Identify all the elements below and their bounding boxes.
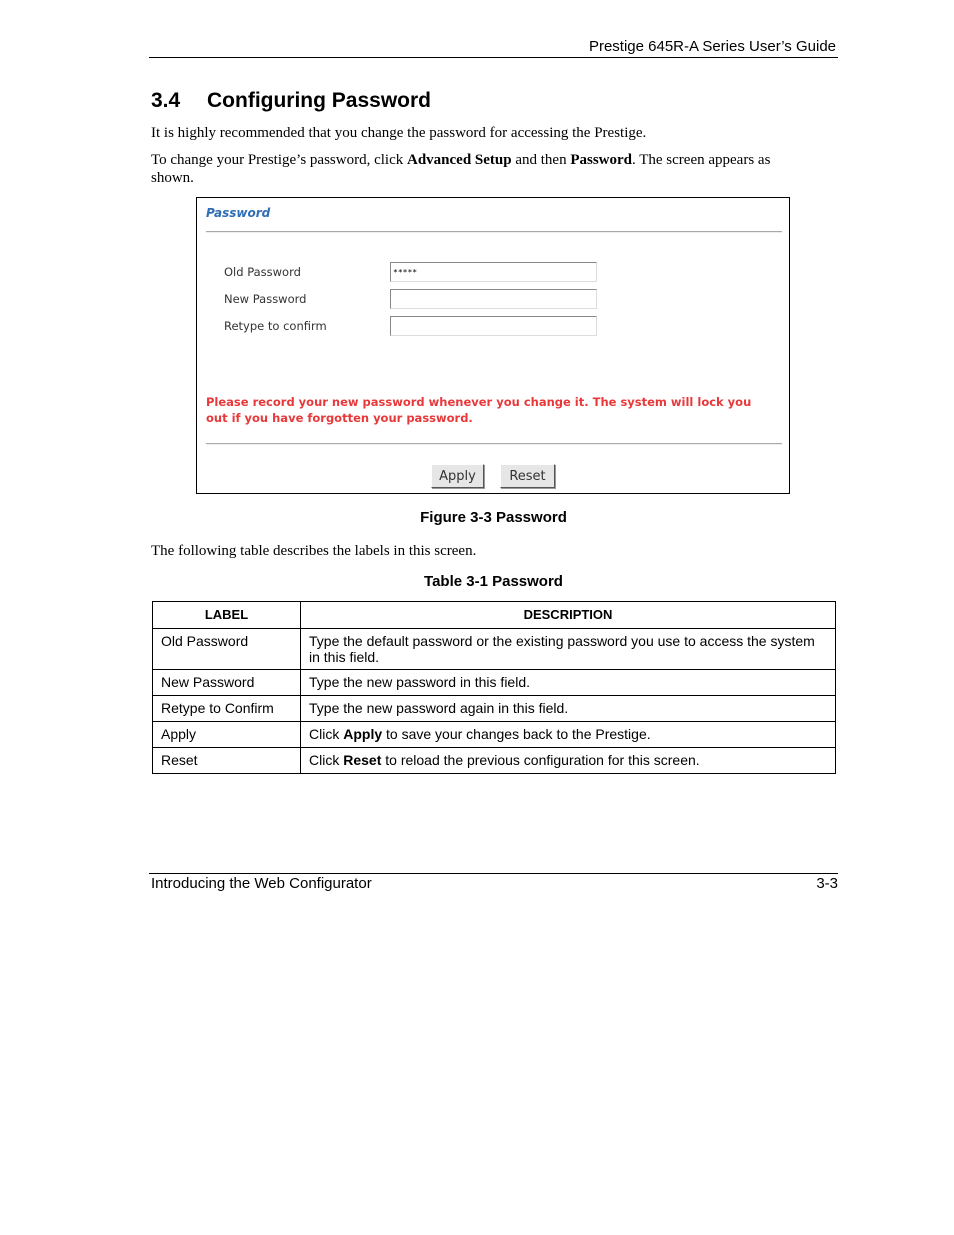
section-title: Configuring Password: [207, 89, 432, 112]
instruction-text: . The screen appears as shown.: [151, 152, 771, 186]
password-warning: Please record your new password whenever you change it. The system will lock you out if you have forgotten your password.: [206, 395, 752, 425]
row-label: Reset: [153, 748, 301, 774]
section-number: 3.4: [151, 89, 181, 112]
table-row: [153, 748, 836, 774]
reset-button[interactable]: Reset: [500, 464, 555, 488]
page-number: 3-3: [816, 875, 838, 892]
running-header: Prestige 645R-A Series User’s Guide: [588, 38, 836, 55]
retype-password-input[interactable]: [390, 316, 597, 336]
instruction-text: To change your Prestige’s password, click: [151, 152, 407, 168]
advanced-setup-term: Advanced Setup: [406, 152, 512, 168]
table-row: [153, 696, 836, 722]
row-description: [301, 748, 836, 774]
table-row: [153, 629, 836, 670]
table-caption: Table 3-1 Password: [424, 573, 563, 590]
row-description: Type the new password in this field.: [301, 670, 836, 696]
label-column-header: LABEL: [153, 602, 301, 629]
intro-paragraph: It is highly recommended that you change the password for accessing the Prestige.: [151, 125, 647, 141]
description-text: to reload the previous configuration for this screen.: [381, 752, 700, 768]
header-rule: [149, 57, 838, 58]
apply-term: Apply: [343, 726, 383, 742]
description-text: Click: [309, 752, 344, 768]
screen-divider: [206, 443, 782, 445]
screen-divider: [206, 231, 782, 233]
row-description: Type the new password again in this field.: [301, 696, 836, 722]
figure-caption: Figure 3-3 Password: [420, 509, 567, 526]
row-label: Old Password: [153, 629, 301, 670]
row-description: Type the default password or the existing password you use to access the system in this field.: [301, 629, 836, 670]
instruction-paragraph: [151, 151, 811, 187]
table-row: [153, 670, 836, 696]
password-table: [152, 601, 836, 774]
row-label: Apply: [153, 722, 301, 748]
row-label: Retype to Confirm: [153, 696, 301, 722]
row-description: [301, 722, 836, 748]
reset-term: Reset: [343, 752, 382, 768]
footer-rule: [149, 873, 838, 874]
password-term: Password: [570, 152, 632, 168]
table-row: [153, 722, 836, 748]
password-screen-figure: [196, 197, 790, 494]
old-password-label: Old Password: [224, 265, 301, 279]
description-text: Click: [309, 726, 344, 742]
old-password-input[interactable]: [390, 262, 597, 282]
table-intro-paragraph: The following table describes the labels in this screen.: [151, 543, 477, 559]
section-heading: [151, 89, 431, 113]
description-column-header: DESCRIPTION: [301, 602, 836, 629]
new-password-input[interactable]: [390, 289, 597, 309]
retype-password-label: Retype to confirm: [224, 319, 327, 333]
screen-title: Password: [206, 206, 271, 220]
row-label: New Password: [153, 670, 301, 696]
footer-chapter-title: Introducing the Web Configurator: [151, 875, 372, 892]
new-password-label: New Password: [224, 292, 307, 306]
instruction-text: and then: [511, 152, 571, 168]
table-header-row: [153, 602, 836, 629]
apply-button[interactable]: Apply: [431, 464, 484, 488]
description-text: to save your changes back to the Prestige.: [382, 726, 651, 742]
